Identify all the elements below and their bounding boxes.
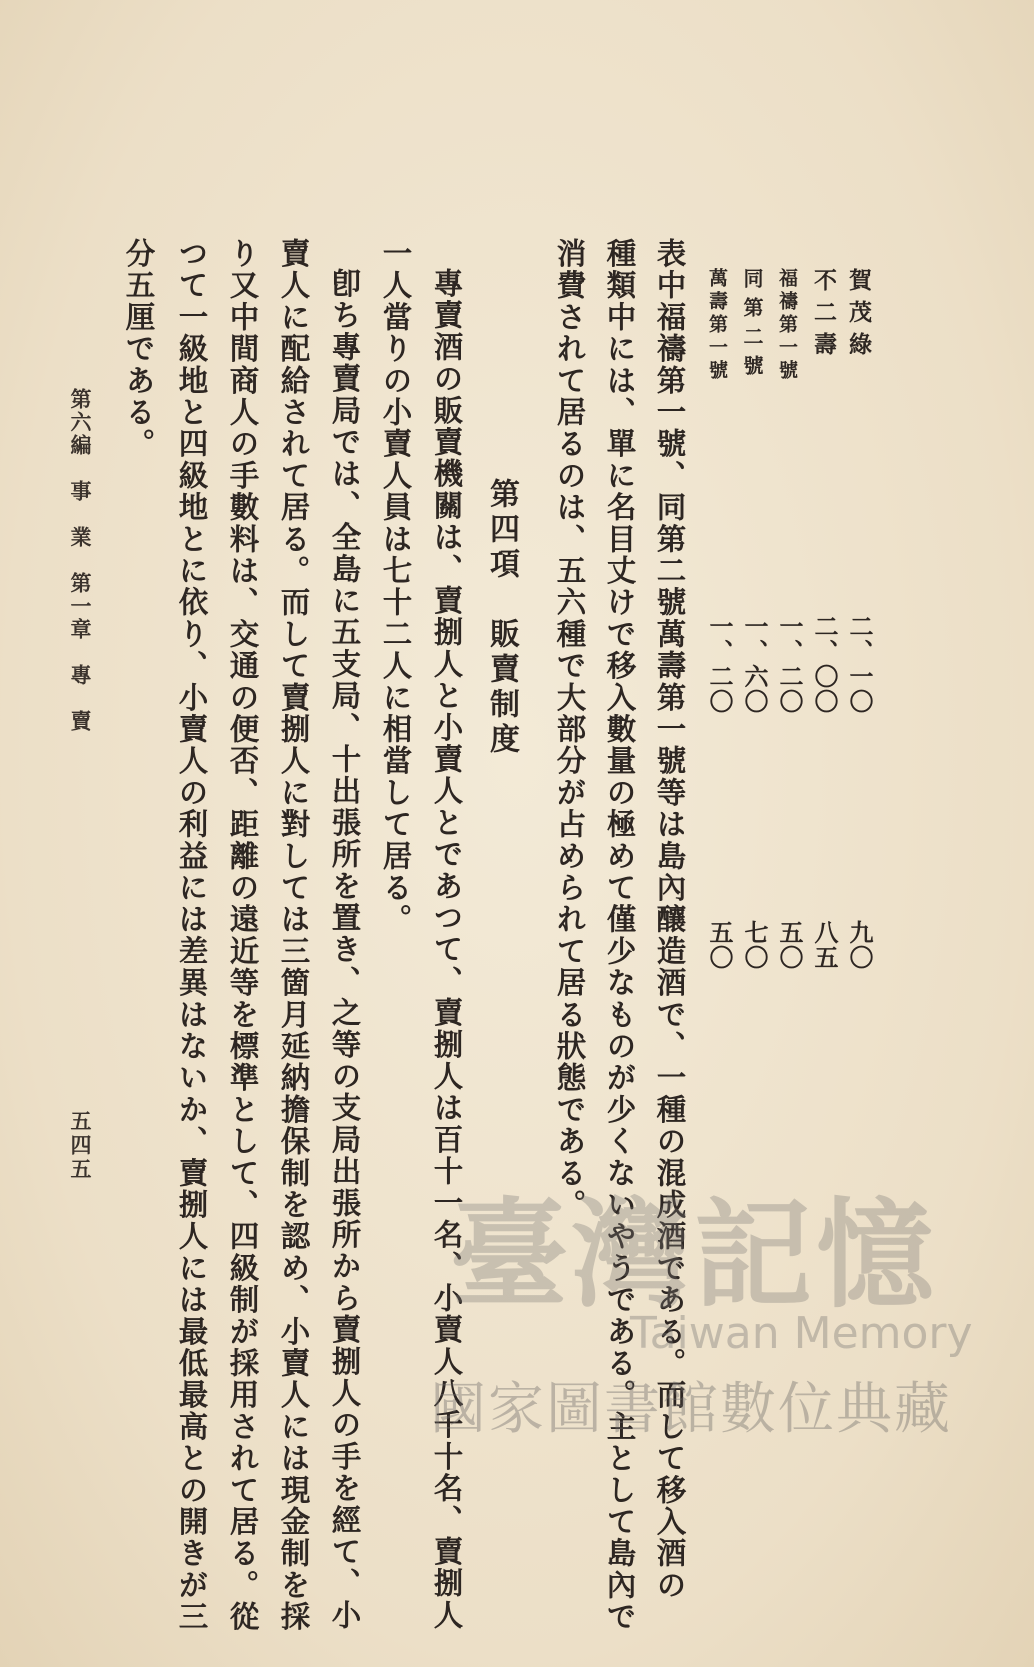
table-row-value: 二、〇〇 bbox=[810, 614, 839, 714]
table-row-value: 五〇 bbox=[775, 920, 804, 970]
paragraph-line: 專賣酒の販賣機關は、賣捌人と小賣人とであつて、賣捌人は百十一名、小賣人八千十名、賣捌人 bbox=[429, 268, 465, 1632]
paragraph-line: 卽ち專賣局では、全島に五支局、十出張所を置き、之等の支局出張所から賣捌人の手を經て、小 bbox=[327, 268, 363, 1632]
page-number: 五四五 bbox=[68, 1110, 93, 1182]
paragraph-line: 賣人に配給されて居る。而して賣捌人に對しては三箇月延納擔保制を認め、小賣人には現金制を採 bbox=[276, 238, 312, 1633]
watermark-english: Taiwan Memory bbox=[630, 1308, 973, 1359]
table-row-value: 二、一〇 bbox=[845, 614, 874, 714]
table-row-name: 不二壽 bbox=[810, 268, 837, 364]
table-row-value: 五〇 bbox=[705, 920, 734, 970]
paragraph-line: 種類中には、單に名目丈けで移入數量の極めて僅少なものが少くないやうである。主として島內で bbox=[602, 238, 638, 1633]
table-row-value: 一、二〇 bbox=[705, 614, 734, 714]
table-row-value: 一、六〇 bbox=[740, 614, 769, 714]
table-row-value: 八五 bbox=[810, 920, 839, 970]
paragraph-line: り又中間商人の手數料は、交通の便否、距離の遠近等を標準として、四級制が採用されて居る。從 bbox=[225, 238, 261, 1633]
paragraph-line: つて一級地と四級地とに依り、小賣人の利益には差異はないか、賣捌人には最低最高との開きが三 bbox=[174, 238, 210, 1633]
section-heading: 第四項 販賣制度 bbox=[484, 478, 519, 758]
running-title: 第六編 事 業 第一章 專 賣 bbox=[68, 388, 93, 733]
table-row-name: 同第二號 bbox=[740, 268, 764, 384]
library-watermark bbox=[430, 1160, 973, 1460]
watermark-logo-text: 臺灣記憶 bbox=[450, 1185, 939, 1324]
table-row-name: 賀茂綠 bbox=[845, 268, 872, 364]
table-row-value: 一、二〇 bbox=[775, 614, 804, 714]
table-row-value: 七〇 bbox=[740, 920, 769, 970]
table-row-name: 萬壽第一號 bbox=[706, 268, 728, 383]
table-row-value: 九〇 bbox=[845, 920, 874, 970]
paragraph-line: 一人當りの小賣人員は七十二人に相當して居る。 bbox=[378, 238, 414, 936]
paragraph-line: 分五厘である。 bbox=[121, 238, 157, 460]
table-row-name: 福禱第一號 bbox=[776, 268, 798, 383]
watermark-library: 國家圖書館數位典藏 bbox=[430, 1377, 952, 1442]
paragraph-line: 表中福禱第一號、同第二號萬壽第一號等は島內釀造酒で、一種の混成酒である。而して移入酒の bbox=[652, 238, 688, 1602]
paragraph-line: 消費されて居るのは、五六種で大部分が占められて居る狀態である。 bbox=[552, 238, 588, 1221]
